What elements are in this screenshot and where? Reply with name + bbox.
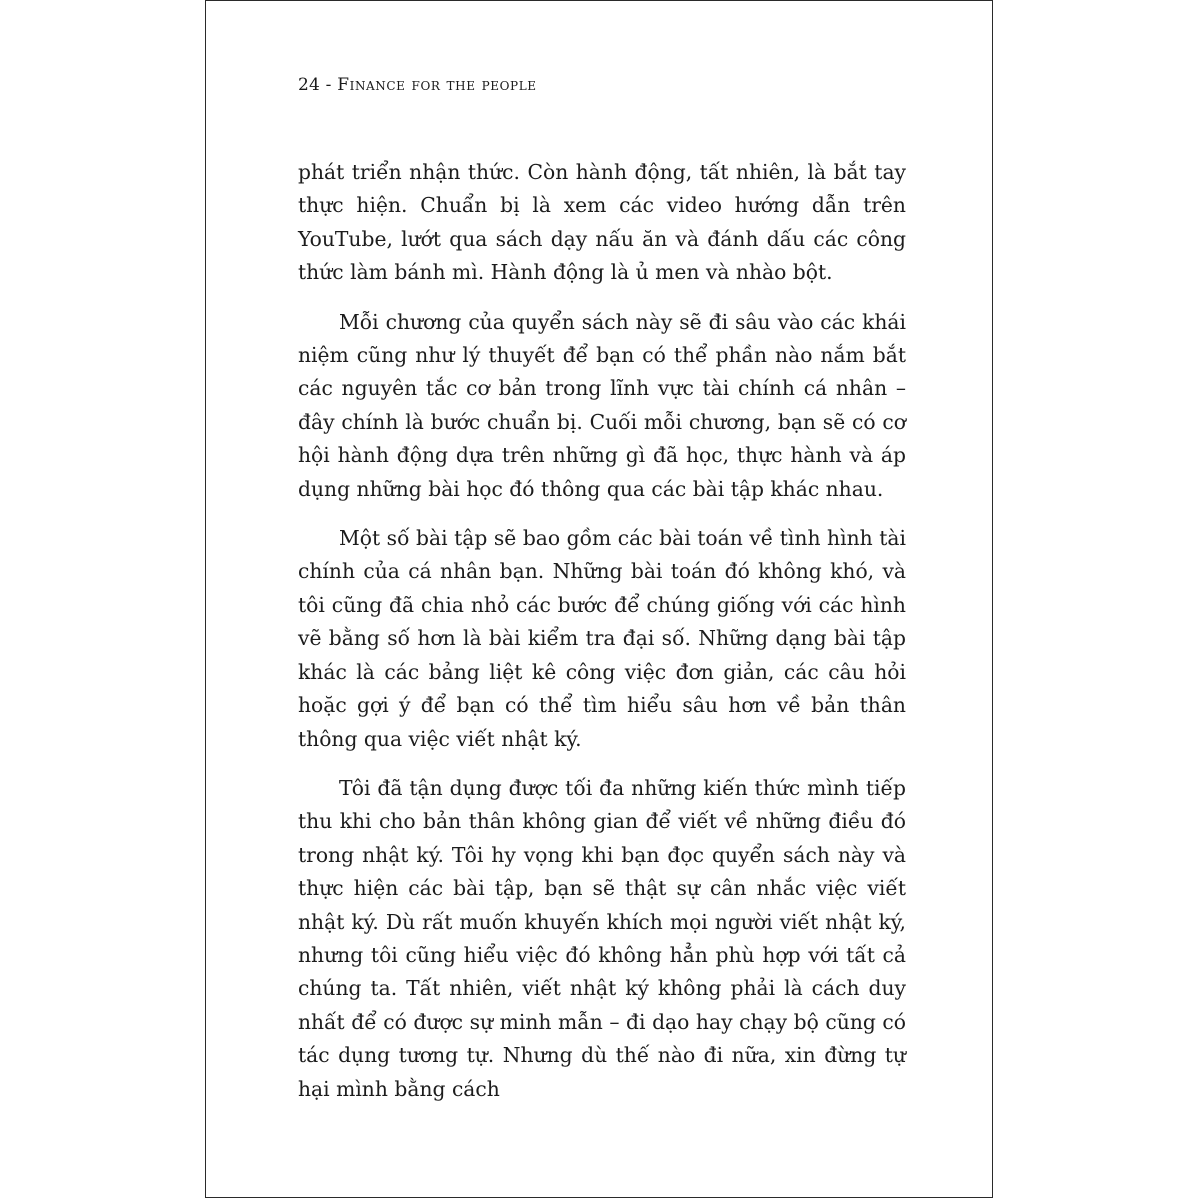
book-page	[205, 0, 993, 1198]
paragraph: Tôi đã tận dụng được tối đa những kiến thức mình tiếp thu khi cho bản thân không gian để viết về những điều đó trong nhật ký. Tôi hy vọng khi bạn đọc quyển sách này và thực hiện các bài tập, bạn sẽ thật sự cân nhắc việc viết nhật ký. Dù rất muốn khuyến khích mọi người viết nhật ký, nhưng tôi cũng hiểu việc đó không hẳn phù hợp với tất cả chúng ta. Tất nhiên, viết nhật ký không phải là cách duy nhất để có được sự minh mẫn – đi dạo hay chạy bộ cũng có tác dụng tương tự. Nhưng dù thế nào đi nữa, xin đừng tự hại mình bằng cách	[298, 775, 906, 1101]
paragraph: Một số bài tập sẽ bao gồm các bài toán về tình hình tài chính của cá nhân bạn. Những bài toán đó không khó, và tôi cũng đã chia nhỏ các bước để chúng giống với các hình vẽ bằng số hơn là bài kiểm tra đại số. Những dạng bài tập khác là các bảng liệt kê công việc đơn giản, các câu hỏi hoặc gợi ý để bạn có thể tìm hiểu sâu hơn về bản thân thông qua việc viết nhật ký.	[298, 526, 906, 751]
running-head	[298, 75, 537, 95]
paragraph-continued: phát triển nhận thức. Còn hành động, tất nhiên, là bắt tay thực hiện. Chuẩn bị là xem các video hướng dẫn trên YouTube, lướt qua sách dạy nấu ăn và đánh dấu các công thức làm bánh mì. Hành động là ủ men và nhào bột.	[298, 160, 906, 285]
body-text	[298, 156, 906, 1122]
book-title: Finance for the people	[337, 75, 537, 95]
paragraph: Mỗi chương của quyển sách này sẽ đi sâu vào các khái niệm cũng như lý thuyết để bạn có thể phần nào nắm bắt các nguyên tắc cơ bản trong lĩnh vực tài chính cá nhân – đây chính là bước chuẩn bị. Cuối mỗi chương, bạn sẽ có cơ hội hành động dựa trên những gì đã học, thực hành và áp dụng những bài học đó thông qua các bài tập khác nhau.	[298, 309, 906, 501]
page-number: 24 -	[298, 75, 332, 95]
